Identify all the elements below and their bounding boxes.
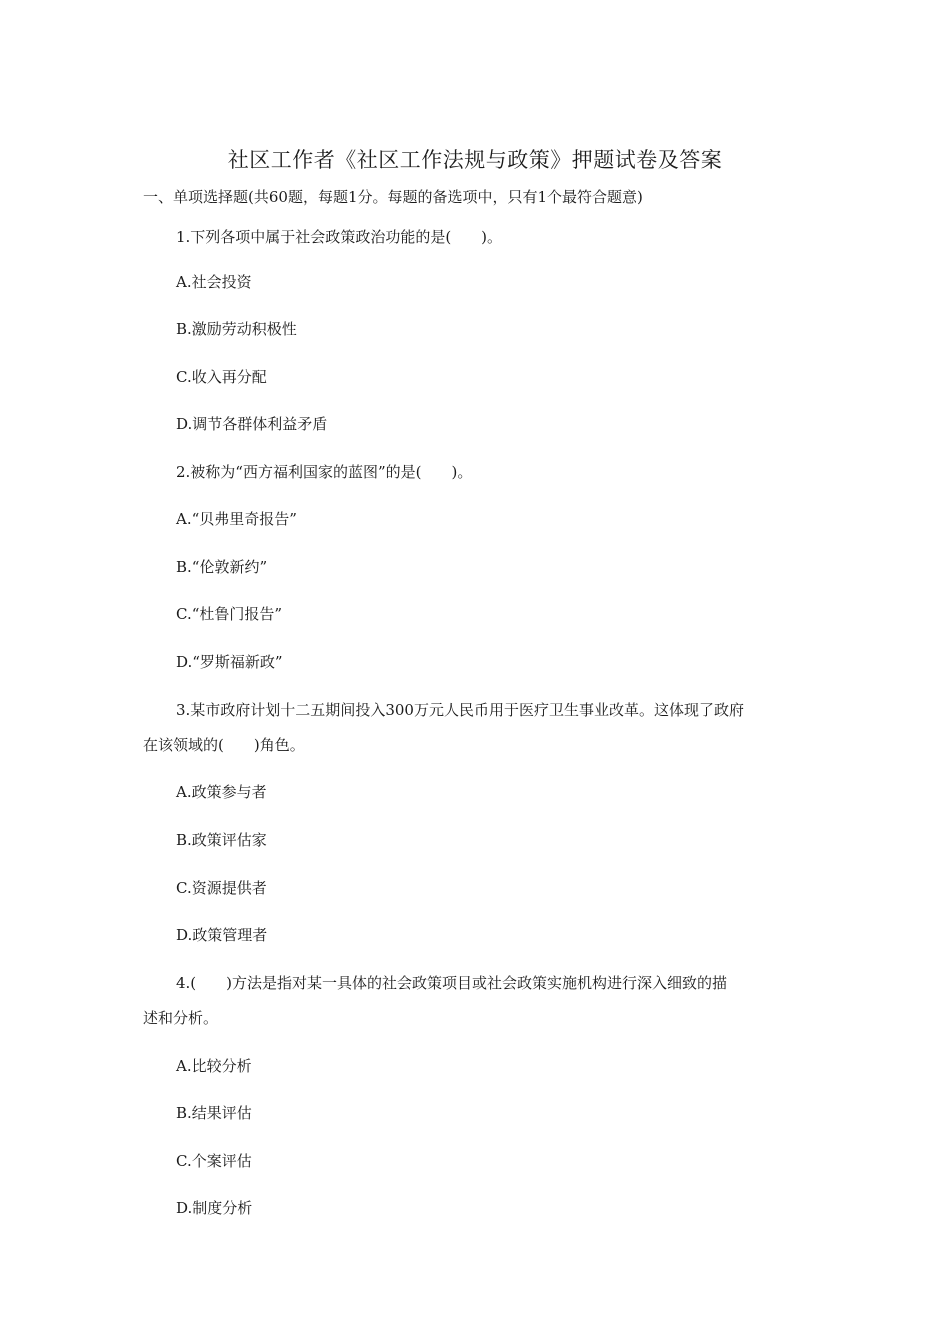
question-3-stem: 3.某市政府计划十二五期间投入300万元人民币用于医疗卫生事业改革。这体现了政府 xyxy=(176,701,744,719)
question-1-stem: 1.下列各项中属于社会政策政治功能的是( )。 xyxy=(176,228,503,246)
question-1-option-b: B.激励劳动积极性 xyxy=(176,320,297,338)
question-2-stem: 2.被称为“西方福利国家的蓝图”的是( )。 xyxy=(176,463,473,481)
question-4-option-b: B.结果评估 xyxy=(176,1104,252,1122)
question-1-option-a: A.社会投资 xyxy=(176,273,252,291)
section-heading: 一、单项选择题(共60题，每题1分。每题的备选项中，只有1个最符合题意) xyxy=(143,188,643,206)
question-4-option-d: D.制度分析 xyxy=(176,1199,253,1217)
question-1-option-d: D.调节各群体利益矛盾 xyxy=(176,415,328,433)
question-2-option-a: A.“贝弗里奇报告” xyxy=(176,510,297,528)
question-2-option-d: D.“罗斯福新政” xyxy=(176,653,283,671)
question-3-option-b: B.政策评估家 xyxy=(176,831,267,849)
question-3-stem-continued: 在该领域的( )角色。 xyxy=(143,736,305,754)
question-3-option-d: D.政策管理者 xyxy=(176,926,268,944)
question-4-option-a: A.比较分析 xyxy=(176,1057,252,1075)
question-1-option-c: C.收入再分配 xyxy=(176,368,267,386)
document-title: 社区工作者《社区工作法规与政策》押题试卷及答案 xyxy=(227,148,723,172)
question-2-option-b: B.“伦敦新约” xyxy=(176,558,268,576)
question-3-option-c: C.资源提供者 xyxy=(176,879,267,897)
question-4-option-c: C.个案评估 xyxy=(176,1152,252,1170)
question-3-option-a: A.政策参与者 xyxy=(176,783,267,801)
question-4-stem: 4.( )方法是指对某一具体的社会政策项目或社会政策实施机构进行深入细致的描 xyxy=(176,974,728,992)
question-4-stem-continued: 述和分析。 xyxy=(143,1009,219,1027)
question-2-option-c: C.“杜鲁门报告” xyxy=(176,605,283,623)
